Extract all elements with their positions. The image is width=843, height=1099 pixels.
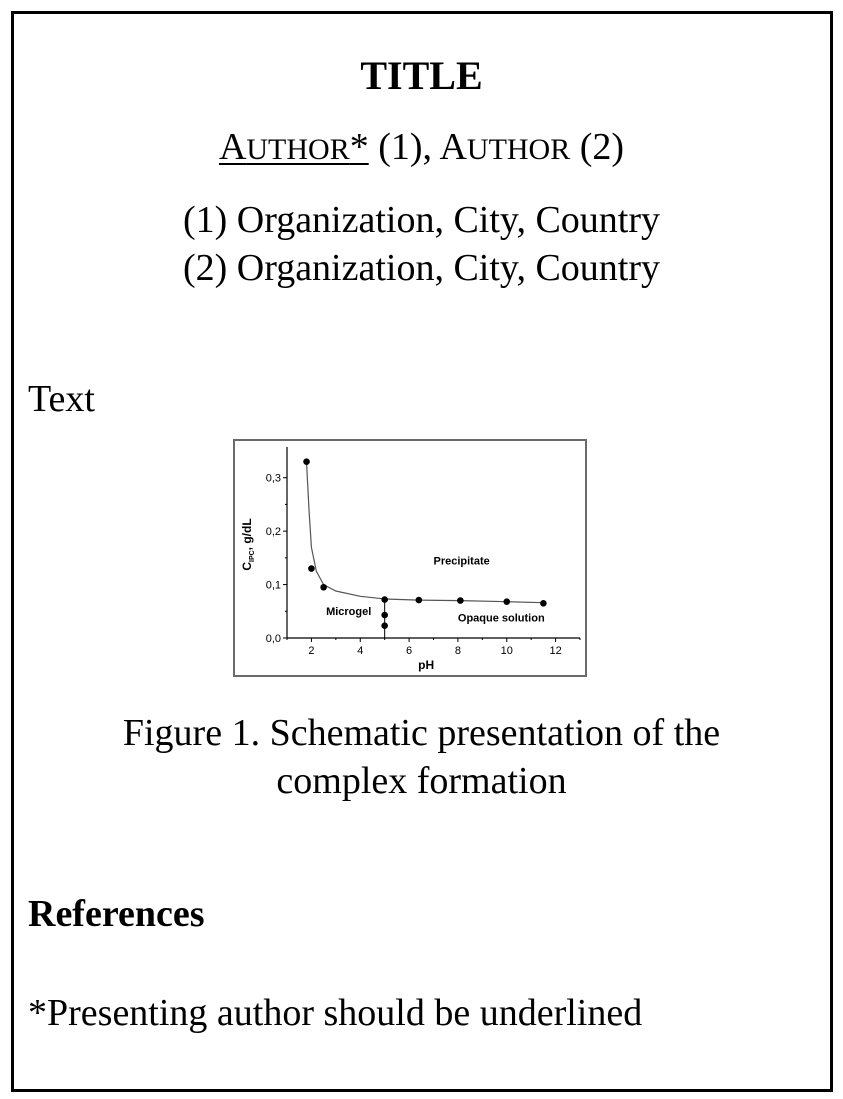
y-axis-label: $C_{IPC}$, g/dL: [240, 518, 256, 571]
data-point: [381, 596, 388, 603]
data-point: [503, 598, 510, 605]
region-label: Precipitate: [433, 555, 490, 568]
x-tick-label: 12: [549, 645, 562, 657]
data-point: [320, 584, 327, 591]
author2-initial: A: [439, 126, 467, 168]
author2-affiliation-ref: (2): [570, 126, 625, 168]
author1-affiliation-ref: (1),: [368, 126, 440, 168]
fit-curve: [307, 462, 544, 603]
data-point: [303, 458, 310, 465]
figure-1: [233, 439, 587, 677]
affiliations: [0, 196, 843, 292]
figure-caption: [30, 709, 813, 805]
author2-rest: UTHOR: [466, 133, 571, 166]
y-tick-label: 0,0: [265, 633, 281, 645]
region-label: Opaque solution: [457, 612, 545, 625]
author-line: [0, 124, 843, 173]
y-tick-label: 0,1: [265, 579, 281, 592]
x-tick-label: 6: [406, 645, 413, 657]
x-axis-label: pH: [418, 658, 435, 672]
x-tick-label: 8: [454, 645, 461, 657]
x-tick-label: 10: [500, 645, 513, 657]
x-tick-label: 4: [357, 645, 364, 657]
figure-caption-line-2: complex formation: [276, 760, 567, 802]
data-point: [457, 597, 464, 604]
y-tick-label: 0,3: [265, 472, 281, 485]
phase-diagram-chart: [235, 441, 585, 675]
data-point: [540, 600, 547, 607]
region-label: Microgel: [326, 606, 372, 619]
body-text: Text: [28, 378, 95, 420]
data-point: [381, 622, 388, 629]
references-heading: References: [28, 893, 205, 935]
author1-rest: UTHOR: [246, 133, 350, 166]
paper-title: TITLE: [360, 53, 483, 98]
figure-caption-line-1: Figure 1. Schematic presentation of the: [122, 712, 721, 754]
affiliation-1: (1) Organization, City, Country: [182, 199, 661, 241]
presenting-author: [219, 126, 369, 168]
author1-initial: A: [218, 126, 247, 168]
data-point: [381, 612, 388, 619]
data-point: [416, 597, 423, 604]
y-tick-label: 0,2: [265, 526, 281, 539]
data-point: [308, 565, 315, 572]
x-tick-label: 2: [308, 645, 315, 657]
author1-mark: *: [349, 126, 369, 168]
affiliation-2: (2) Organization, City, Country: [182, 247, 661, 289]
footnote: *Presenting author should be underlined: [28, 992, 643, 1034]
